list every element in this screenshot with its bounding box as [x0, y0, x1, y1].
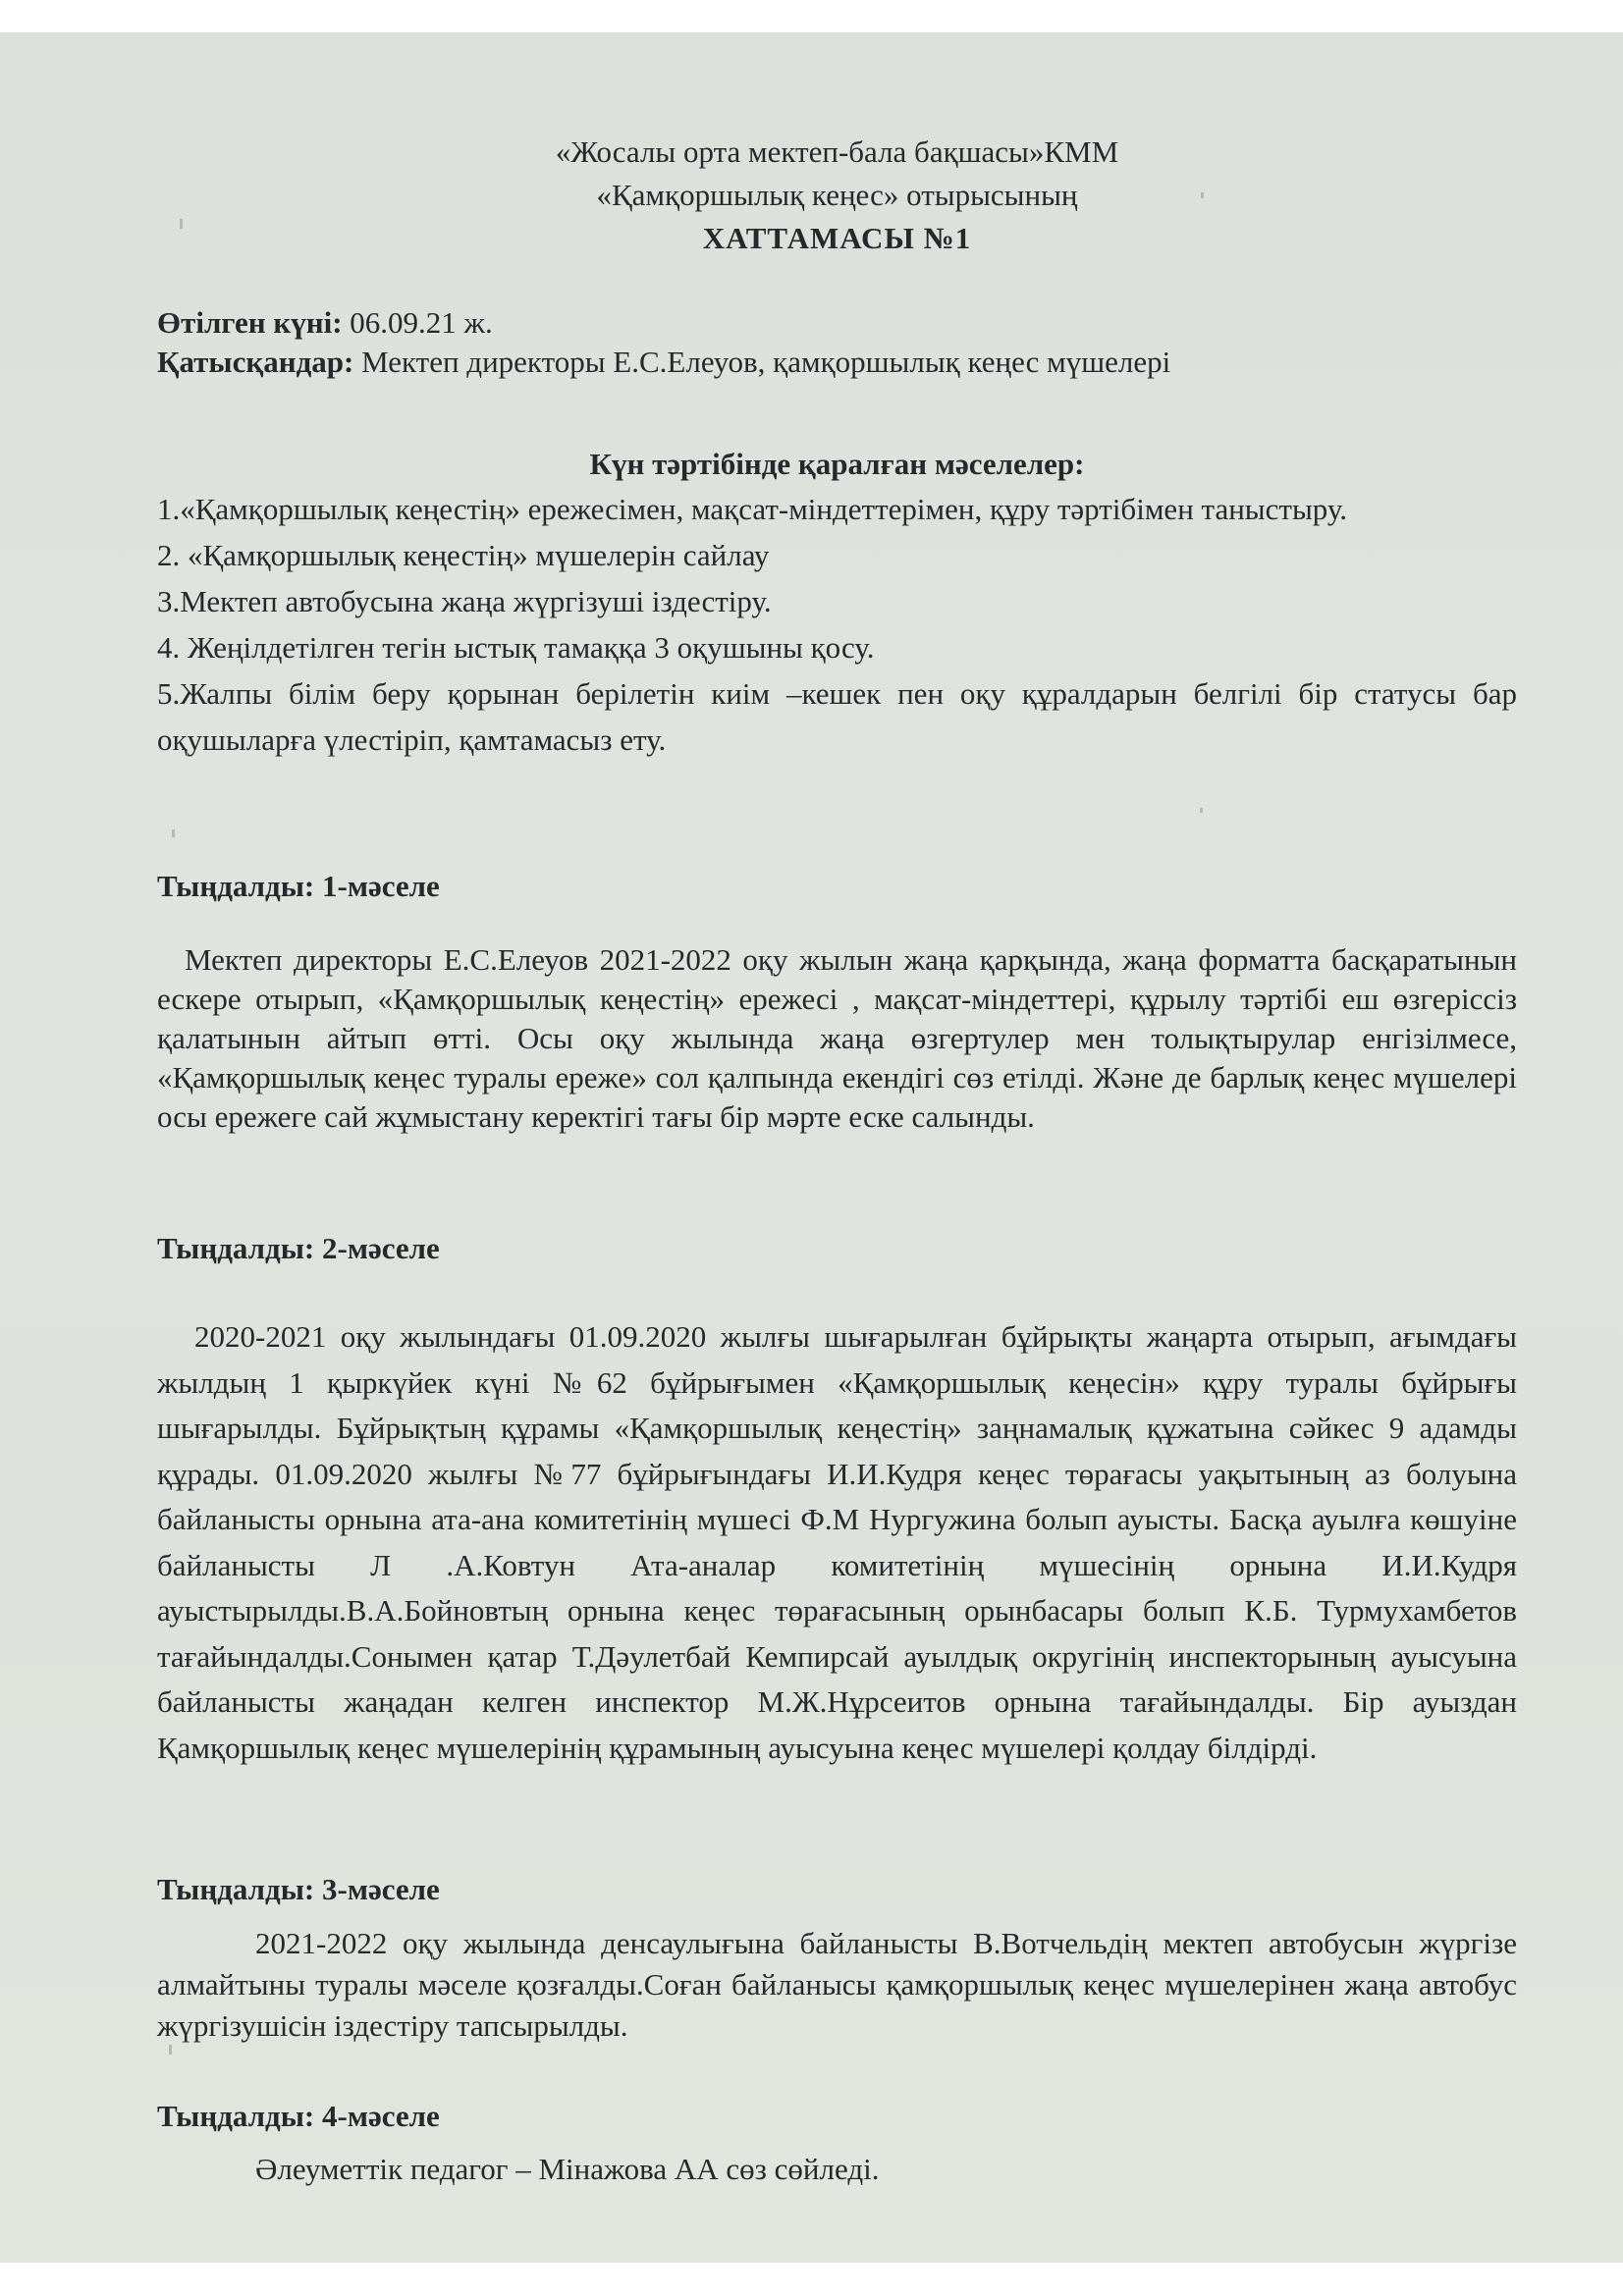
- section-4-heading: Тыңдалды: 4-мәселе: [157, 2099, 440, 2133]
- section-1-heading: Тыңдалды: 1-мәселе: [157, 869, 440, 903]
- attendees-label: Қатысқандар:: [157, 345, 354, 379]
- agenda-item: 1.«Қамқоршылық кеңестің» ережесімен, мақсат-міндеттерімен, құру тәртібімен таныстыру.: [157, 492, 1348, 526]
- agenda-item: 4. Жеңілдетілген тегін ыстық тамаққа 3 оқушыны қосу.: [157, 630, 875, 665]
- agenda: [157, 443, 1517, 763]
- date-value: 06.09.21 ж.: [342, 305, 493, 340]
- section-2-heading: Тыңдалды: 2-мәселе: [157, 1231, 440, 1265]
- paper-speck: [180, 219, 183, 229]
- meeting-meta: [157, 303, 1517, 382]
- agenda-item: 2. «Қамқоршылық кеңестің» мүшелерін сайлау: [157, 538, 770, 572]
- section-2-text: 2020-2021 оқу жылындағы 01.09.2020 жылғы шығарылған бұйрықты жаңарта отырып, ағымдағы жылдың 1 қыркүйек күні №62 бұйрығымен «Қамқоршылық кеңесін» құру туралы бұйрығы шығарылды. Бұйрықтың құрамы «Қамқоршылық кеңестің» заңнамалық құжатына сәйкес 9 адамды құрады. 01.09.2020 жылғы №77 бұйрығындағы И.И.Кудря кеңес төрағасы уақытының аз болуына байланысты орнына ата-ана комитетінің мүшесі Ф.М Нургужина болып ауысты. Басқа ауылға көшуіне байланысты Л .А.Ковтун Ата-аналар комитетінің мүшесінің орнына И.И.Кудря ауыстырылды.В.А.Бойновтың орнына кеңес төрағасының орынбасары болып К.Б. Турмухамбетов тағайындалды.Сонымен қатар Т.Дәулетбай Кемпирсай ауылдық округінің инспекторының ауысуына байланысты жаңадан келген инспектор М.Ж.Нұрсеитов орнына тағайындалды. Бір ауыздан Қамқоршылық кеңес мүшелерінің құрамының ауысуына кеңес мүшелері қолдау білдірді.: [157, 1319, 1517, 1765]
- council-name: «Қамқоршылық кеңес» отырысының: [596, 178, 1078, 212]
- document-title: ХАТТАМАСЫ №1: [702, 221, 972, 255]
- paper-speck: [172, 829, 175, 837]
- agenda-item: 3.Мектеп автобусына жаңа жүргізуші іздестіру.: [157, 584, 772, 618]
- agenda-item: 5.Жалпы білім беру қорынан берілетін киім –кешек пен оқу құралдарын белгілі бір статусы бар оқушыларға үлестіріп, қамтамасыз ету.: [157, 676, 1517, 757]
- document-paper: [0, 32, 1623, 2263]
- section-3-heading: Тыңдалды: 3-мәселе: [157, 1872, 440, 1906]
- meeting-attendees: [157, 343, 1517, 382]
- paper-speck: [169, 2045, 172, 2055]
- protocol-page: [157, 32, 1517, 2263]
- paper-speck: [1201, 192, 1204, 198]
- paper-speck: [1200, 808, 1203, 813]
- attendees-value: Мектеп директоры Е.С.Елеуов, қамқоршылық кеңес мүшелері: [353, 345, 1171, 379]
- section-1-text: Мектеп директоры Е.С.Елеуов 2021-2022 оқу жылын жаңа қарқында, жаңа форматта басқаратынын ескере отырып, «Қамқоршылық кеңестің» ережесі , мақсат-міндеттері, құрылу тәртібі еш өзгеріссіз қалатынын айтып өтті. Осы оқу жылында жаңа өзгертулер мен толықтырулар енгізілмесе, «Қамқоршылық кеңес туралы ереже» сол қалпында екендігі сөз етілді. Және де барлық кеңес мүшелері осы ережеге сай жұмыстану керектігі тағы бір мәрте еске салынды.: [157, 942, 1517, 1134]
- date-label: Өтілген күні:: [157, 305, 343, 340]
- section-4-text: Әлеуметтік педагог – Мінажова АА сөз сөйледі.: [255, 2152, 880, 2186]
- section-3-text: 2021-2022 оқу жылында денсаулығына байланысты В.Вотчельдің мектеп автобусын жүргізе алмайтыны туралы мәселе қозғалды.Соған байланысы қамқоршылық кеңес мүшелерінен жаңа автобус жүргізушісін іздестіру тапсырылды.: [157, 1926, 1517, 2043]
- document-header: [157, 131, 1517, 260]
- agenda-title: Күн тәртібінде қаралған мәселелер:: [589, 447, 1085, 481]
- organization-name: «Жосалы орта мектеп-бала бақшасы»КММ: [555, 134, 1119, 169]
- meeting-date: [157, 303, 1517, 343]
